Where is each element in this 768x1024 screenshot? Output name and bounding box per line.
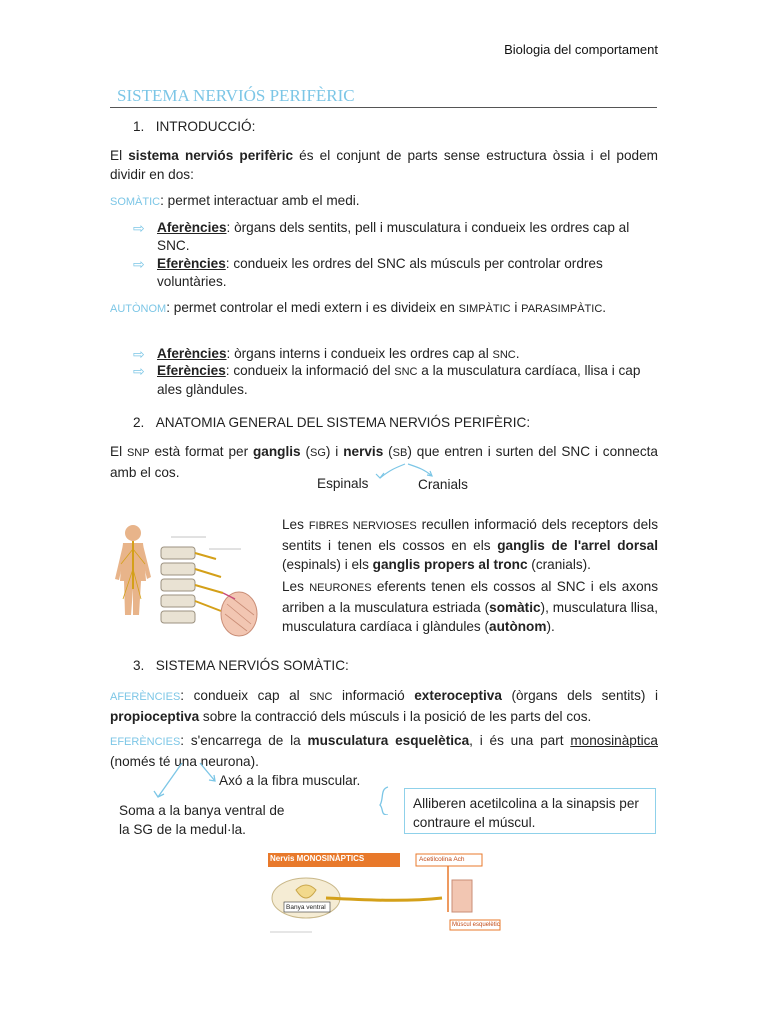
term: musculatura esquelètica — [307, 733, 470, 748]
section-1-heading — [133, 119, 255, 134]
espinals-label: Espinals — [317, 476, 369, 491]
term: ganglis — [252, 444, 301, 459]
text: informació — [332, 688, 415, 703]
text: ). — [546, 619, 555, 634]
text: sobre la contracció dels músculs i la posició de les parts del cos. — [199, 709, 592, 724]
term: autònom — [489, 619, 547, 634]
text: ) i — [325, 444, 344, 459]
text: Les — [282, 517, 309, 532]
autonom-bullet-2 — [133, 362, 658, 399]
document-title: SISTEMA NERVIÓS PERIFÈRIC — [117, 86, 355, 105]
text: és el conjunt de parts sense estructura òssia i el podem dividir en dos: — [110, 148, 658, 182]
arrow-icon: ⇨ — [133, 220, 145, 236]
text: : condueix cap al — [180, 688, 310, 703]
term: somàtic — [489, 600, 541, 615]
snc: SNC — [394, 366, 418, 378]
arrow-icon: ⇨ — [133, 363, 145, 379]
fibres-label: FIBRES NERVIOSES — [308, 520, 417, 532]
text: a la musculatura cardíaca, llisa i cap ales glàndules. — [157, 363, 641, 397]
aferencies-label: AFERÈNCIES — [110, 691, 181, 703]
text: ), musculatura llisa, musculatura cardíaca i glàndules ( — [282, 600, 658, 634]
section-2-heading — [133, 415, 530, 430]
text: eferents tenen els cossos al SNC i els axons arriben a la musculatura estriada ( — [282, 579, 658, 615]
arrow-icon: ⇨ — [133, 256, 145, 272]
snp: SNP — [126, 447, 150, 459]
figure-banya-label: Banya ventral — [286, 904, 326, 911]
spinal-nerves-figure — [111, 519, 271, 649]
cranials-label: Cranials — [418, 477, 468, 492]
snc: SNC — [492, 349, 516, 361]
running-header: Biologia del comportament — [504, 42, 658, 57]
text: : s'encarrega de la — [180, 733, 308, 748]
term: propioceptiva — [110, 709, 200, 724]
title-rule — [110, 107, 657, 108]
autonom-paragraph — [110, 298, 658, 319]
text: : permet interactuar amb el medi. — [160, 193, 360, 208]
section-number: 1. — [133, 119, 145, 134]
text: (òrgans dels sentits) i — [501, 688, 658, 703]
section-number: 2. — [133, 415, 145, 430]
somatic-bullet-2 — [133, 255, 658, 291]
autonom-label: AUTÒNOM — [110, 303, 167, 315]
text: : permet controlar el medi extern i es divideix en — [166, 300, 459, 315]
acetilcolina-annotation-box: Alliberen acetilcolina a la sinapsis per contraure el múscul. — [404, 788, 656, 834]
text: està format per — [149, 444, 253, 459]
sb: SB — [392, 447, 408, 459]
parasimpatic: PARASIMPÀTIC — [521, 303, 603, 315]
section-3-heading — [133, 658, 349, 673]
term: monosinàptica — [570, 733, 658, 748]
section-label: INTRODUCCIÓ: — [155, 119, 256, 134]
axo-annotation: Axó a la fibra muscular. — [219, 773, 361, 788]
somatic-bullet-1 — [133, 219, 658, 255]
term: ganglis propers al tronc — [372, 557, 528, 572]
text: . — [602, 300, 607, 315]
term: Aferències — [157, 346, 227, 361]
text: ) que entren i surten del SNC i connecta amb el cos. — [110, 444, 658, 480]
neurones-paragraph — [282, 577, 658, 636]
intro-paragraph — [110, 146, 658, 184]
figure-title: Nervis MONOSINÀPTICS — [270, 854, 365, 863]
fibres-paragraph — [282, 515, 658, 574]
term: ganglis de l'arrel dorsal — [497, 538, 659, 553]
text: : condueix la informació del — [225, 363, 395, 378]
text: Les — [282, 579, 310, 594]
figure-ach-label: Acetilcolina Ach — [419, 856, 465, 863]
section-label: SISTEMA NERVIÓS SOMÀTIC: — [155, 658, 349, 673]
term: Eferències — [157, 363, 226, 378]
arrow-icon: ⇨ — [133, 346, 145, 362]
term: Eferències — [157, 256, 226, 271]
simpatic: SIMPÀTIC — [458, 303, 511, 315]
term: sistema nerviós perifèric — [128, 148, 294, 163]
text: : òrgans interns i condueix les ordres cap al — [226, 346, 493, 361]
text: (espinals) i els — [282, 557, 373, 572]
text: El — [110, 148, 129, 163]
text: . — [515, 346, 520, 361]
text: (només té una neurona). — [110, 754, 259, 769]
s3-afferents-paragraph — [110, 686, 658, 726]
soma-annotation: Soma a la banya ventral de la SG de la medul·la. — [110, 798, 306, 844]
text: , i és una part — [469, 733, 571, 748]
text: : condueix les ordres del SNC als músculs per controlar ordres voluntàries. — [157, 256, 603, 289]
figure-muscul-label: Múscul esquelètic — [452, 922, 500, 928]
term: Aferències — [157, 220, 227, 235]
section-label: ANATOMIA GENERAL DEL SISTEMA NERVIÓS PERIFÈRIC: — [155, 415, 531, 430]
section-number: 3. — [133, 658, 145, 673]
somatic-label: SOMÀTIC — [110, 196, 161, 208]
term: nervis — [343, 444, 384, 459]
text: ( — [300, 444, 310, 459]
somatic-line — [110, 191, 658, 212]
text: : òrgans dels sentits, pell i musculatura i condueix les ordres cap al SNC. — [157, 220, 630, 253]
text: El — [110, 444, 127, 459]
text: ( — [383, 444, 393, 459]
text: (cranials). — [527, 557, 591, 572]
snc: SNC — [309, 691, 333, 703]
sg: SG — [309, 447, 326, 459]
text: recullen informació dels receptors dels sentits i tenen els cossos en els — [282, 517, 658, 553]
neurones-label: NEURONES — [309, 582, 372, 594]
term: exteroceptiva — [414, 688, 502, 703]
eferencies-label: EFERÈNCIES — [110, 736, 181, 748]
text: i — [510, 300, 522, 315]
